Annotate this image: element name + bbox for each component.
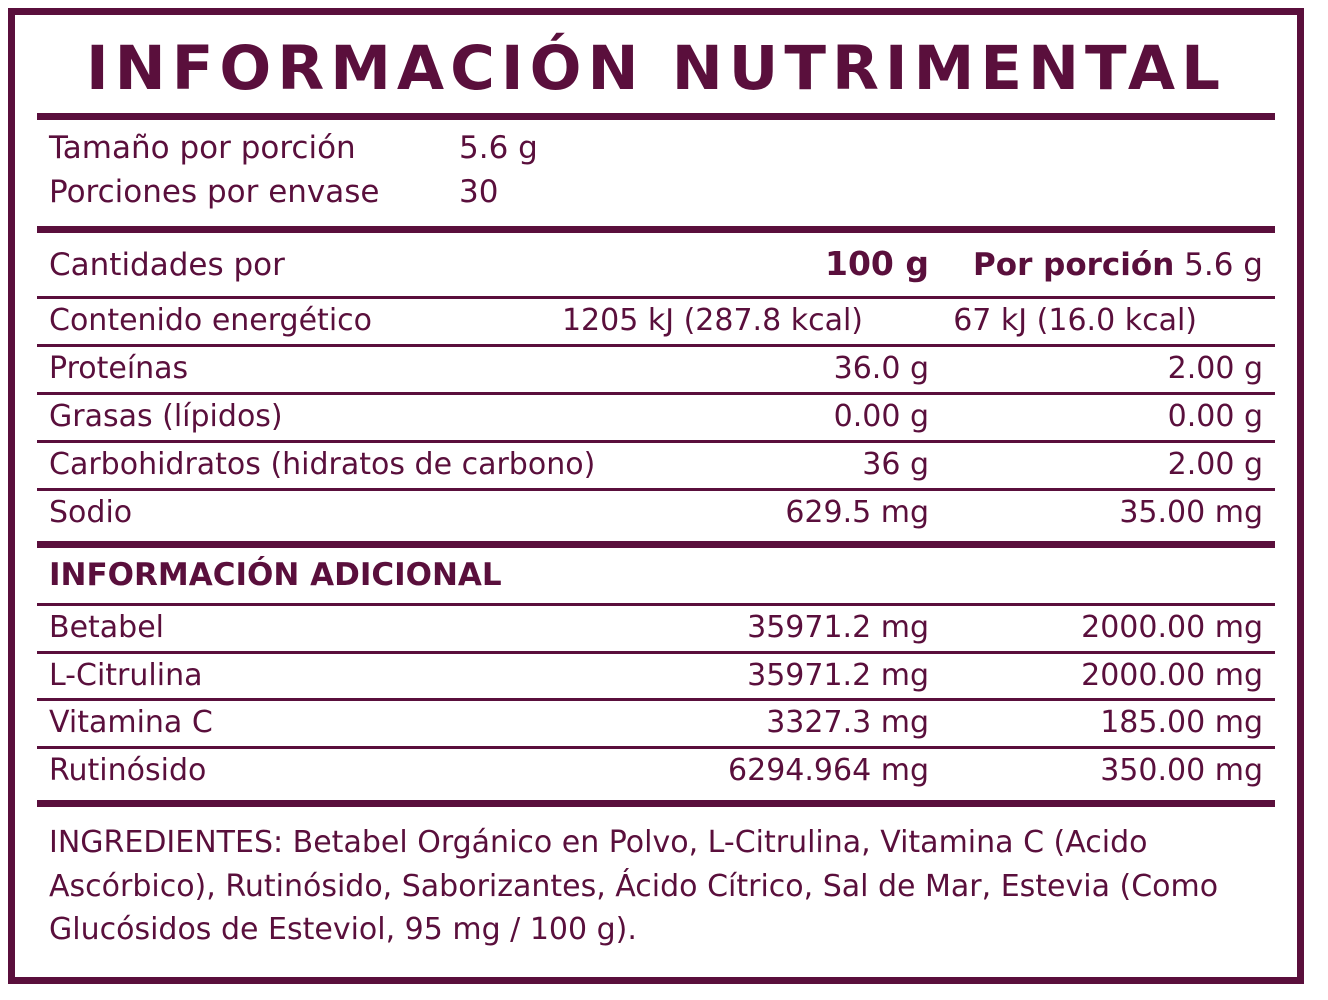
table-row bbox=[37, 488, 1275, 536]
additional-per-serving: 2000.00 mg bbox=[1081, 657, 1263, 693]
nutrient-per-100g: 36.0 g bbox=[833, 350, 929, 386]
nutrient-per-serving: 35.00 mg bbox=[1119, 494, 1263, 530]
serving-size-row bbox=[37, 126, 1275, 170]
table-row bbox=[37, 440, 1275, 488]
amounts-header-col-serving-bold: Por porción bbox=[973, 247, 1175, 284]
ingredients-text: INGREDIENTES: Betabel Orgánico en Polvo, L-Citrulina, Vitamina C (Acido Ascórbico), Rutinósido, Saborizantes, Ácido Cítrico, Sal de Mar, Estevia (Como Glucósidos de Esteviol, 95 mg / 100 g). bbox=[49, 825, 1219, 948]
nutrient-per-100g: 629.5 mg bbox=[785, 494, 929, 530]
amounts-header-col-serving bbox=[945, 245, 1275, 285]
nutrient-per-serving: 2.00 g bbox=[1167, 446, 1263, 482]
nutrient-per-100g: 0.00 g bbox=[833, 398, 929, 434]
nutrient-per-serving: 0.00 g bbox=[1167, 398, 1263, 434]
additional-per-100g: 35971.2 mg bbox=[747, 657, 929, 693]
table-row bbox=[37, 344, 1275, 392]
additional-per-serving: 350.00 mg bbox=[1100, 753, 1263, 789]
nutrient-per-100g: 1205 kJ (287.8 kcal) bbox=[561, 302, 863, 338]
servings-per-container-label: Porciones por envase bbox=[49, 174, 380, 211]
serving-block bbox=[37, 120, 1275, 220]
nutrient-per-serving: 2.00 g bbox=[1167, 350, 1263, 386]
table-row bbox=[37, 698, 1275, 746]
amounts-header-col-serving-size: 5.6 g bbox=[1184, 247, 1263, 284]
additional-per-100g: 6294.964 mg bbox=[728, 753, 929, 789]
table-row bbox=[37, 392, 1275, 440]
page-title: INFORMACIÓN NUTRIMENTAL bbox=[85, 33, 1226, 104]
table-row bbox=[37, 651, 1275, 699]
additional-name: Vitamina C bbox=[49, 705, 213, 741]
serving-size-value: 5.6 g bbox=[459, 130, 538, 167]
table-row bbox=[37, 296, 1275, 344]
additional-section-heading: INFORMACIÓN ADICIONAL bbox=[49, 557, 502, 594]
nutrition-facts-panel bbox=[8, 8, 1304, 984]
additional-per-100g: 35971.2 mg bbox=[747, 609, 929, 645]
additional-per-100g: 3327.3 mg bbox=[766, 705, 929, 741]
divider-under-title bbox=[37, 113, 1275, 120]
servings-per-container-value: 30 bbox=[459, 174, 499, 211]
amounts-header-title: Cantidades por bbox=[49, 247, 285, 284]
nutrient-name: Sodio bbox=[49, 494, 133, 530]
nutrient-per-serving: 67 kJ (16.0 kcal) bbox=[953, 302, 1197, 338]
nutrient-per-100g: 36 g bbox=[862, 446, 929, 482]
nutrient-name: Proteínas bbox=[49, 350, 189, 386]
divider-above-additional bbox=[37, 541, 1275, 548]
additional-name: Betabel bbox=[49, 609, 165, 645]
serving-size-label: Tamaño por porción bbox=[49, 130, 356, 167]
amounts-header-col-100g: 100 g bbox=[825, 244, 929, 284]
divider-above-ingredients bbox=[37, 800, 1275, 807]
additional-per-serving: 2000.00 mg bbox=[1081, 609, 1263, 645]
divider-above-amounts bbox=[37, 226, 1275, 233]
table-row bbox=[37, 603, 1275, 651]
additional-name: Rutinósido bbox=[49, 753, 207, 789]
nutrient-name: Contenido energético bbox=[49, 302, 372, 338]
nutrient-name: Carbohidratos (hidratos de carbono) bbox=[49, 446, 596, 482]
panel-inner bbox=[15, 15, 1297, 977]
nutrient-name: Grasas (lípidos) bbox=[49, 398, 283, 434]
table-row bbox=[37, 746, 1275, 794]
amounts-header-row bbox=[37, 233, 1275, 296]
additional-name: L-Citrulina bbox=[49, 657, 203, 693]
additional-per-serving: 185.00 mg bbox=[1100, 705, 1263, 741]
servings-per-container-row bbox=[37, 170, 1275, 214]
